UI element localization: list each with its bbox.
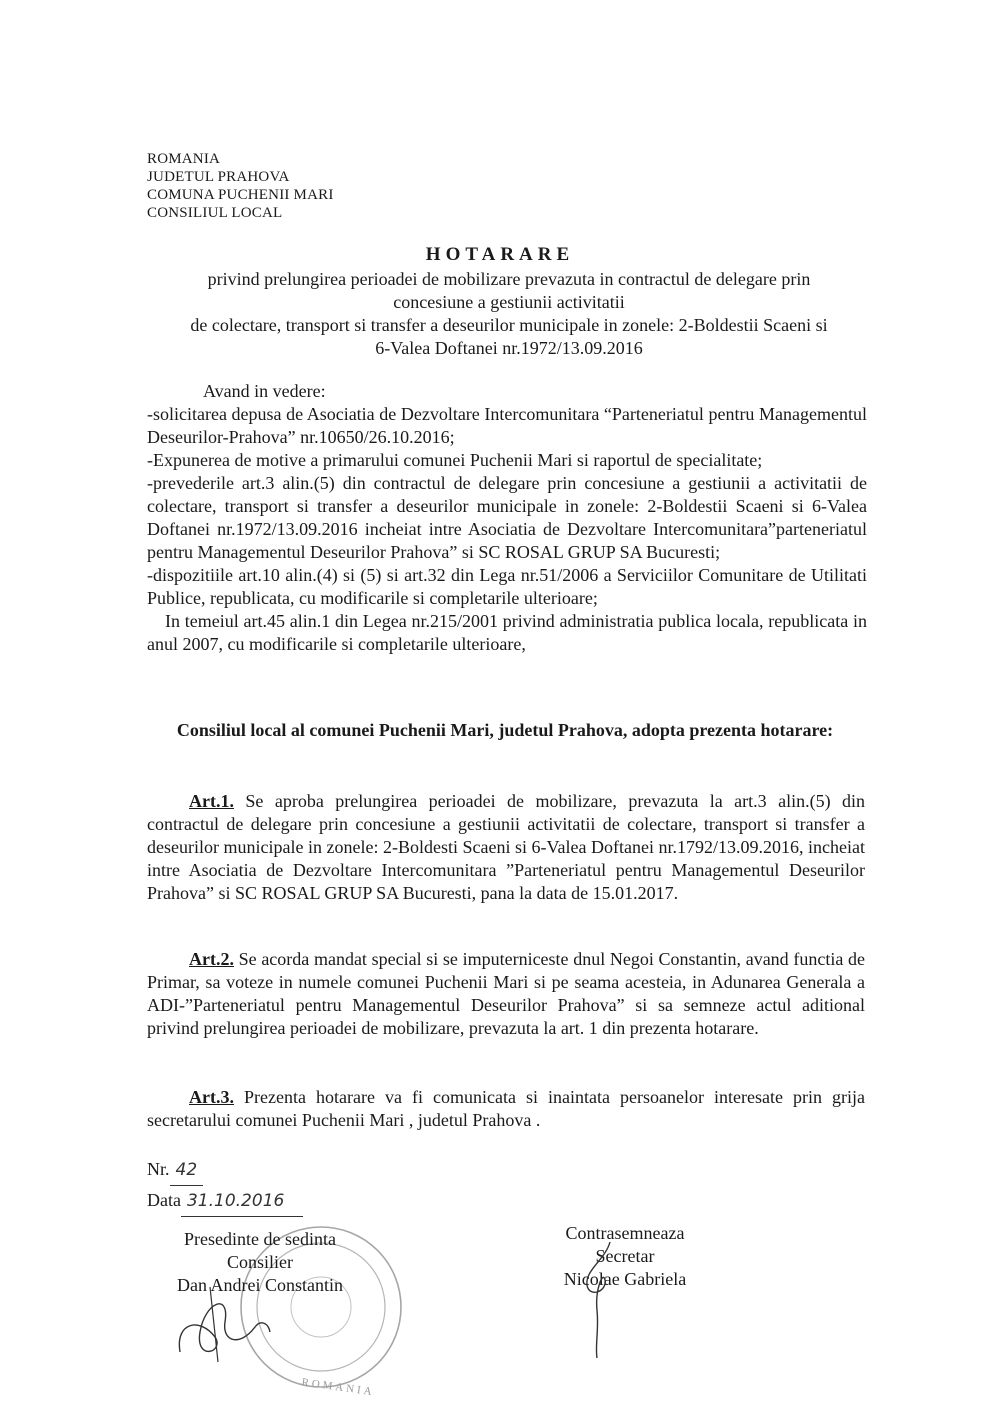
document-subject [150, 268, 868, 360]
secretary-signature [575, 1240, 625, 1360]
date-label: Data [147, 1190, 181, 1210]
issuer-header [147, 150, 334, 222]
consideration-item: -solicitarea depusa de Asociatia de Dezvoltare Intercomunitara “Parteneriatul pentru Managementul Deseurilor-Prahova” nr.10650/26.10.2016; [147, 404, 867, 447]
number-label: Nr. [147, 1159, 170, 1179]
article-1 [147, 790, 865, 905]
article-text: Se acorda mandat special si se imputerniceste dnul Negoi Constantin, avand functia de Primar, sa voteze in numele comunei Puchenii Mari si pe seama acesteia, in Adunarea Generala a ADI-”Parteneriatul pentru Managementul Deseurilor Prahova” si sa semneze actul aditional privind prelungirea perioadei de mobilizare, prevazuta la art. 1 din prezenta hotarare. [147, 949, 865, 1038]
article-label: Art.2. [189, 949, 234, 969]
subject-line: privind prelungirea perioadei de mobilizare prevazuta in contractul de delegare prin [207, 269, 811, 289]
signature-role: Consilier [227, 1252, 293, 1272]
subject-line: 6-Valea Doftanei nr.1972/13.09.2016 [375, 338, 643, 358]
signature-role: Presedinte de sedinta [184, 1229, 336, 1249]
considerations-section [147, 380, 867, 656]
subject-line: concesiune a gestiunii activitatii [393, 292, 625, 312]
president-signature [170, 1282, 280, 1372]
article-text: Se aproba prelungirea perioadei de mobilizare, prevazuta la art.3 alin.(5) din contractul de delegare prin concesiune a gestiunii activitatii de colectare, transport si transfer a deseurilor municipale in zonele: 2-Boldesti Scaeni si 6-Valea Doftanei nr.1792/13.09.2016, incheiat intre Asociatia de Dezvoltare Intercomunitara ”Parteneriatul pentru Managementul Deseurilor Prahova” si SC ROSAL GRUP SA Bucuresti, pana la data de 15.01.2017. [147, 791, 865, 903]
signature-role: Secretar [595, 1246, 655, 1266]
subject-line: de colectare, transport si transfer a deseurilor municipale in zonele: 2-Boldestii Scaeni si [190, 315, 828, 335]
signature-name: Nicolae Gabriela [563, 1269, 687, 1289]
article-3 [147, 1086, 865, 1132]
signature-block-secretary [545, 1222, 705, 1291]
header-line-country: ROMANIA [147, 151, 221, 167]
article-label: Art.3. [189, 1087, 234, 1107]
header-line-commune: COMUNA PUCHENII MARI [147, 187, 334, 203]
document-title: HOTARARE [425, 244, 575, 265]
article-label: Art.1. [189, 791, 234, 811]
council-adoption-line: Consiliul local al comunei Puchenii Mari, judetul Prahova, adopta prezenta hotarare: [176, 720, 834, 740]
considerations-intro: Avand in vedere: [203, 381, 326, 401]
legal-basis: In temeiul art.45 alin.1 din Legea nr.215/2001 privind administratia publica locala, republicata in anul 2007, cu modificarile si completarile ulterioare, [147, 611, 867, 654]
article-2 [147, 948, 865, 1040]
date-value: 31.10.2016 [181, 1187, 303, 1217]
consideration-item: -prevederile art.3 alin.(5) din contractul de delegare prin concesiune a gestiunii a activitatii de colectare, transport si transfer a deseurilor municipale in zonele: 2-Boldestii Scaeni si 6-Valea Doftanei nr.1972/13.09.2016 incheiat intre Asociatia de Dezvoltare Intercomunitara”parteneriatul pentru Managementul Deseurilor Prahova” si SC ROSAL GRUP SA Bucuresti; [147, 473, 867, 562]
signature-name: Dan Andrei Constantin [177, 1275, 343, 1295]
article-text: Prezenta hotarare va fi comunicata si inaintata persoanelor interesate prin grija secretarului comunei Puchenii Mari , judetul Prahova . [147, 1087, 865, 1130]
header-line-county: JUDETUL PRAHOVA [147, 169, 290, 185]
number-value: 42 [170, 1156, 204, 1186]
consideration-item: -Expunerea de motive a primarului comunei Puchenii Mari si raportul de specialitate; [147, 450, 763, 470]
stamp-text: ROMANIA [300, 1376, 376, 1399]
registration-block [147, 1155, 303, 1217]
consideration-item: -dispozitiile art.10 alin.(4) si (5) si art.32 din Lega nr.51/2006 a Serviciilor Comunitare de Utilitati Publice, republicata, cu modificarile si completarile ulterioare; [147, 565, 867, 608]
signature-role: Contrasemneaza [565, 1223, 685, 1243]
header-line-council: CONSILIUL LOCAL [147, 205, 283, 221]
